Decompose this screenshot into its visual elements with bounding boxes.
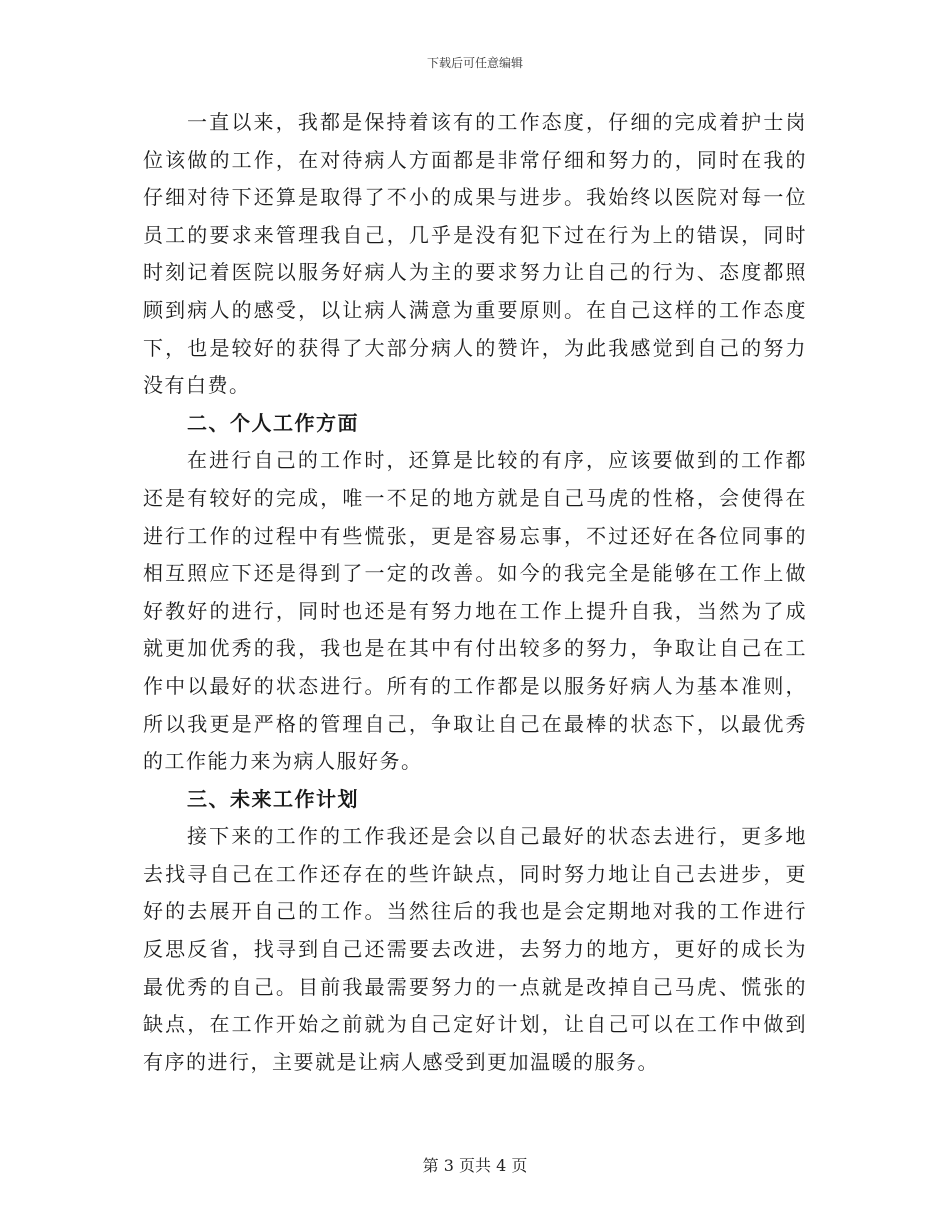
paragraph-personal-work: 在进行自己的工作时，还算是比较的有序，应该要做到的工作都还是有较好的完成，唯一不足的地方就是自己马虎的性格，会使得在进行工作的过程中有些慌张，更是容易忘事，不过还好在各位同事的相互照应下还是得到了一定的改善。如今的我完全是能够在工作上做好教好的进行，同时也还是有努力地在工作上提升自我，当然为了成就更加优秀的我，我也是在其中有付出较多的努力，争取让自己在工作中以最好的状态进行。所有的工作都是以服务好病人为基本准则，所以我更是严格的管理自己，争取让自己在最棒的状态下，以最优秀的工作能力来为病人服好务。: [143, 448, 807, 774]
paragraph-future-plan: 接下来的工作的工作我还是会以自己最好的状态去进行，更多地去找寻自己在工作还存在的些许缺点，同时努力地让自己去进步，更好的去展开自己的工作。当然往后的我也是会定期地对我的工作进行反思反省，找寻到自己还需要去改进，去努力的地方，更好的成长为最优秀的自己。目前我最需要努力的一点就是改掉自己马虎、慌张的缺点，在工作开始之前就为自己定好计划，让自己可以在工作中做到有序的进行，主要就是让病人感受到更加温暖的服务。: [143, 824, 807, 1074]
section-heading-future-plan: 三、未来工作计划: [187, 786, 359, 811]
section-heading-personal-work: 二、个人工作方面: [187, 410, 359, 435]
page-header-note: 下载后可任意编辑: [426, 56, 523, 70]
document-body: [143, 104, 807, 1081]
page-number: 第 3 页共 4 页: [422, 1156, 528, 1175]
paragraph-work-attitude: 一直以来，我都是保持着该有的工作态度，仔细的完成着护士岗位该做的工作，在对待病人方面都是非常仔细和努力的，同时在我的仔细对待下还算是取得了不小的成果与进步。我始终以医院对每一位员工的要求来管理我自己，几乎是没有犯下过在行为上的错误，同时时刻记着医院以服务好病人为主的要求努力让自己的行为、态度都照顾到病人的感受，以让病人满意为重要原则。在自己这样的工作态度下，也是较好的获得了大部分病人的赞许，为此我感觉到自己的努力没有白费。: [143, 110, 807, 398]
